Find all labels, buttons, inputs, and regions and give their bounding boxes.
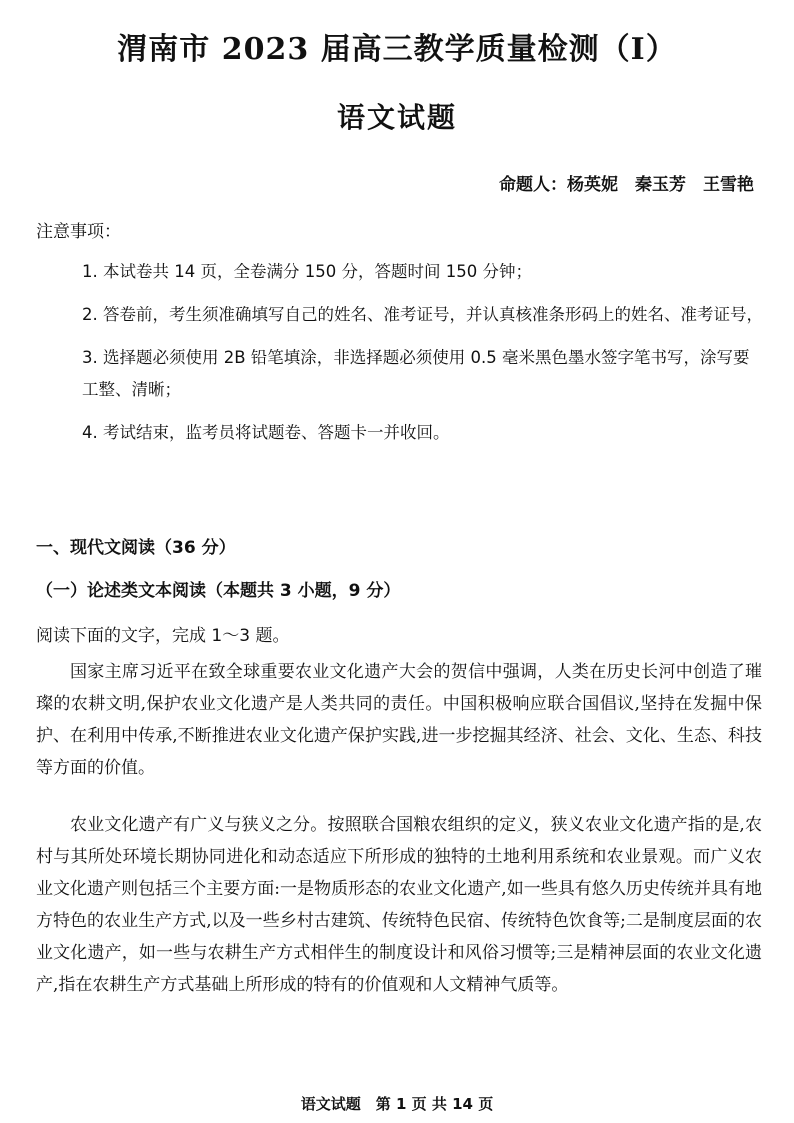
exam-title: 渭南市 2023 届高三教学质量检测（Ⅰ） [117, 32, 677, 67]
subsection-heading: （一）论述类文本阅读（本题共 3 小题，9 分） [36, 581, 401, 601]
passage-paragraph: 农业文化遗产有广义与狭义之分。按照联合国粮农组织的定义，狭义农业文化遗产指的是,农村与其所处环境长期协同进化和动态适应下所形成的独特的土地利用系统和农业景观。而广义农业文化遗产则包括三个主要方面:一是物质形态的农业文化遗产,如一些具有悠久历史传统并具有地方特色的农业生产方式,以及一些乡村古建筑、传统特色民宿、传统特色饮食等;二是制度层面的农业文化遗产，如一些与农耕生产方式相伴生的制度设计和风俗习惯等;三是精神层面的农业文化遗产,指在农耕生产方式基础上所形成的特有的价值观和人文精神气质等。 [36, 815, 762, 995]
notice-item-text: 4. 考试结束，监考员将试题卷、答题卡一并收回。 [82, 423, 450, 442]
notice-item [76, 342, 766, 406]
notice-item-text: 2. 答卷前，考生须准确填写自己的姓名、准考证号，并认真核准条形码上的姓名、准考证号， [82, 305, 763, 324]
notice-item [76, 417, 766, 449]
notice-item [76, 299, 766, 331]
notice-heading: 注意事项： [36, 222, 121, 242]
exam-authors: 命题人：杨英妮 秦玉芳 王雪艳 [499, 175, 754, 195]
reading-instruction: 阅读下面的文字，完成 1～3 题。 [36, 626, 290, 646]
notice-item [76, 256, 766, 288]
section-heading: 一、现代文阅读（36 分） [36, 538, 236, 558]
page-footer: 语文试题 第 1 页 共 14 页 [300, 1095, 494, 1113]
notice-item-text: 3. 选择题必须使用 2B 铅笔填涂，非选择题必须使用 0.5 毫米黑色墨水签字笔书写，涂写要工整、清晰； [82, 348, 750, 399]
notice-item-text: 1. 本试卷共 14 页，全卷满分 150 分，答题时间 150 分钟； [82, 262, 532, 281]
passage-paragraph: 国家主席习近平在致全球重要农业文化遗产大会的贺信中强调，人类在历史长河中创造了璀璨的农耕文明,保护农业文化遗产是人类共同的责任。中国积极响应联合国倡议,坚持在发掘中保护、在利用中传承,不断推进农业文化遗产保护实践,进一步挖掘其经济、社会、文化、生态、科技等方面的价值。 [36, 662, 762, 778]
notice-list [76, 256, 766, 460]
exam-subject-title: 语文试题 [336, 101, 457, 134]
